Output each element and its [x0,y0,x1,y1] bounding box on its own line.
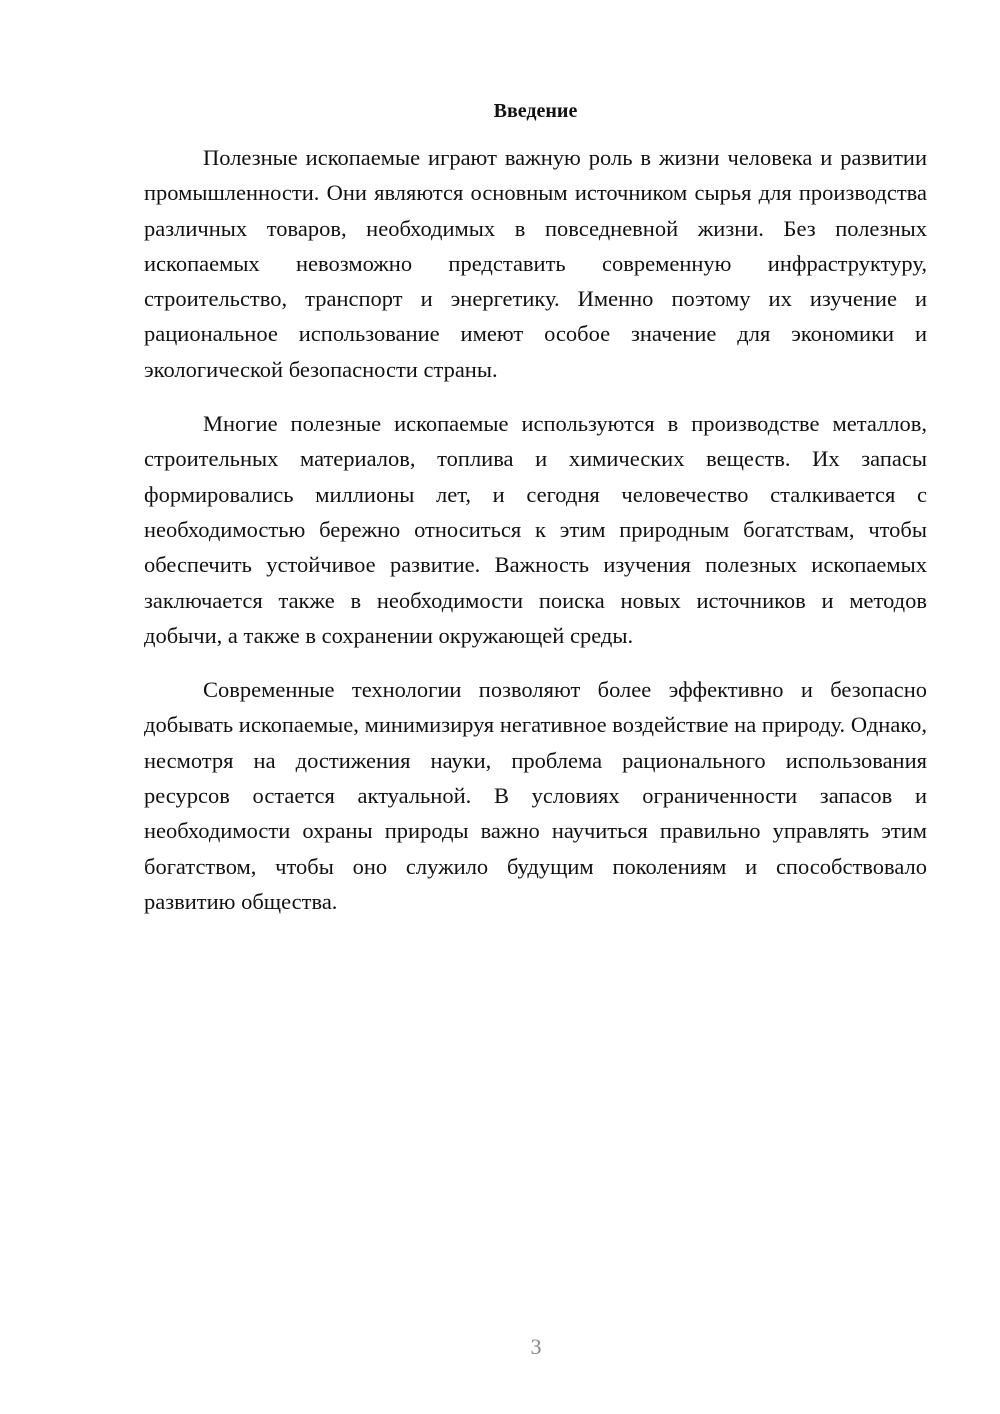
page-number: 3 [530,1334,542,1359]
page-content [144,96,927,938]
paragraph-3: Современные технологии позволяют более эффективно и безопасно добывать ископаемые, минимизируя негативное воздействие на природу. Однако, несмотря на достижения науки, проблема рационального использования ресурсов остается актуальной. В условиях ограниченности запасов и необходимости охраны природы важно научиться правильно управлять этим богатством, чтобы оно служило будущим поколениям и способствовало развитию общества. [144,677,927,914]
paragraph-2: Многие полезные ископаемые используются в производстве металлов, строительных материалов, топлива и химических веществ. Их запасы формировались миллионы лет, и сегодня человечество сталкивается с необходимостью бережно относиться к этим природным богатствам, чтобы обеспечить устойчивое развитие. Важность изучения полезных ископаемых заключается также в необходимости поиска новых источников и методов добычи, а также в сохранении окружающей среды. [144,411,927,648]
page-title: Введение [493,100,578,122]
paragraph-1: Полезные ископаемые играют важную роль в жизни человека и развитии промышленности. Они являются основным источником сырья для производства различных товаров, необходимых в повседневной жизни. Без полезных ископаемых невозможно представить современную инфраструктуру, строительство, транспорт и энергетику. Именно поэтому их изучение и рациональное использование имеют особое значение для экономики и экологической безопасности страны. [144,145,927,382]
